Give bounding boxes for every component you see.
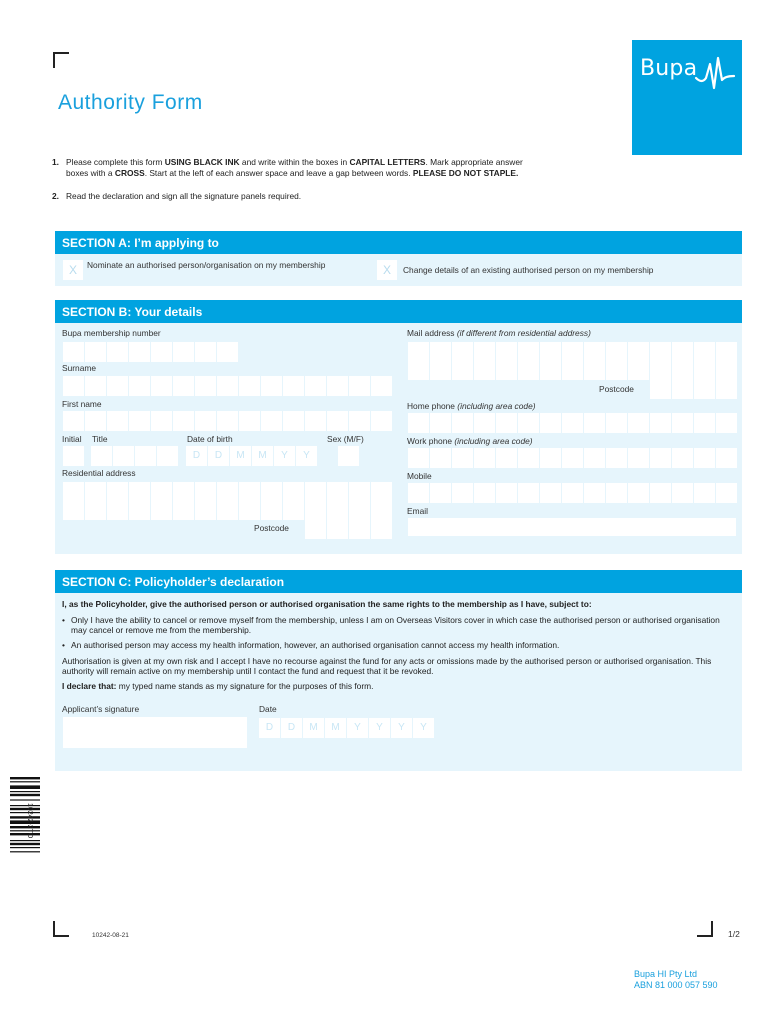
input-box[interactable] bbox=[474, 360, 495, 380]
page-title: Authority Form bbox=[58, 91, 203, 114]
input-box[interactable] bbox=[408, 360, 429, 380]
input-box[interactable] bbox=[129, 482, 150, 502]
input-box[interactable] bbox=[349, 519, 370, 539]
barcode-bar bbox=[10, 777, 40, 779]
input-box[interactable] bbox=[173, 376, 194, 396]
input-box[interactable] bbox=[628, 360, 649, 380]
work-phone-label: Work phone (including area code) bbox=[407, 436, 533, 446]
section-a-title: SECTION A: I’m applying to bbox=[62, 236, 219, 250]
input-box[interactable]: D bbox=[208, 446, 229, 466]
input-box[interactable] bbox=[239, 482, 260, 502]
mail-address-label: Mail address (if different from residential address) bbox=[407, 328, 591, 338]
input-box[interactable] bbox=[496, 342, 517, 362]
input-box[interactable] bbox=[91, 446, 112, 466]
input-box[interactable] bbox=[239, 500, 260, 520]
input-box[interactable] bbox=[371, 411, 392, 431]
barcode-bar bbox=[10, 851, 40, 852]
input-box[interactable] bbox=[151, 411, 172, 431]
company-name: Bupa HI Pty Ltd bbox=[634, 969, 698, 979]
input-box[interactable] bbox=[562, 448, 583, 468]
input-box[interactable] bbox=[305, 411, 326, 431]
company-abn: ABN 81 000 057 590 bbox=[634, 980, 718, 990]
barcode-bar bbox=[10, 805, 40, 806]
section-b-header bbox=[55, 300, 742, 323]
barcode-bar bbox=[10, 791, 40, 792]
input-box[interactable] bbox=[63, 411, 84, 431]
input-box[interactable] bbox=[672, 360, 693, 380]
input-box[interactable] bbox=[151, 342, 172, 362]
input-box[interactable] bbox=[157, 446, 178, 466]
input-box[interactable]: M bbox=[303, 718, 324, 738]
email-field[interactable] bbox=[408, 518, 736, 536]
input-box[interactable] bbox=[283, 500, 304, 520]
input-box[interactable] bbox=[261, 376, 282, 396]
input-box[interactable] bbox=[371, 500, 392, 520]
input-box[interactable]: Y bbox=[347, 718, 368, 738]
input-box[interactable] bbox=[694, 360, 715, 380]
input-box[interactable] bbox=[113, 446, 134, 466]
input-box[interactable] bbox=[129, 411, 150, 431]
input-box[interactable] bbox=[430, 342, 451, 362]
signature-date-field[interactable] bbox=[259, 718, 434, 738]
residential-address-line1[interactable] bbox=[63, 482, 392, 502]
input-box[interactable] bbox=[540, 342, 561, 362]
input-box[interactable] bbox=[195, 376, 216, 396]
input-box[interactable] bbox=[452, 342, 473, 362]
input-box[interactable] bbox=[349, 376, 370, 396]
barcode-bar bbox=[10, 830, 40, 831]
mobile-field[interactable] bbox=[408, 483, 737, 503]
input-box[interactable] bbox=[496, 483, 517, 503]
input-box[interactable] bbox=[349, 482, 370, 502]
input-box[interactable] bbox=[129, 342, 150, 362]
crop-mark-top-left bbox=[53, 52, 69, 68]
section-c-header bbox=[55, 570, 742, 593]
company-details bbox=[634, 969, 718, 991]
input-box[interactable] bbox=[430, 483, 451, 503]
postcode-left-field[interactable] bbox=[305, 519, 392, 539]
input-box[interactable] bbox=[371, 482, 392, 502]
input-box[interactable] bbox=[540, 483, 561, 503]
input-box[interactable] bbox=[562, 360, 583, 380]
input-box[interactable] bbox=[305, 500, 326, 520]
input-box[interactable] bbox=[63, 342, 84, 362]
surname-field[interactable] bbox=[63, 376, 392, 396]
input-box[interactable] bbox=[540, 360, 561, 380]
input-box[interactable] bbox=[349, 411, 370, 431]
input-box[interactable] bbox=[85, 500, 106, 520]
input-box[interactable] bbox=[606, 483, 627, 503]
input-box[interactable] bbox=[606, 413, 627, 433]
crop-mark-bottom-right bbox=[697, 921, 713, 937]
input-box[interactable] bbox=[452, 483, 473, 503]
surname-label: Surname bbox=[62, 363, 96, 373]
input-box[interactable] bbox=[173, 411, 194, 431]
input-box[interactable] bbox=[195, 411, 216, 431]
barcode-bar bbox=[10, 843, 40, 845]
postcode-right-field[interactable] bbox=[650, 379, 737, 399]
residential-address-label: Residential address bbox=[62, 468, 136, 478]
barcode-bar bbox=[10, 812, 40, 813]
input-box[interactable] bbox=[408, 342, 429, 362]
input-box[interactable] bbox=[474, 413, 495, 433]
section-c-title: SECTION C: Policyholder’s declaration bbox=[62, 575, 285, 589]
input-box[interactable] bbox=[239, 411, 260, 431]
input-box[interactable] bbox=[650, 413, 671, 433]
input-box[interactable] bbox=[584, 342, 605, 362]
title-label: Title bbox=[92, 434, 108, 444]
barcode-bar bbox=[10, 799, 40, 800]
input-box[interactable]: M bbox=[325, 718, 346, 738]
initial-field[interactable] bbox=[63, 446, 84, 466]
input-box[interactable] bbox=[85, 411, 106, 431]
input-box[interactable] bbox=[195, 500, 216, 520]
input-box[interactable] bbox=[305, 376, 326, 396]
input-box[interactable] bbox=[349, 500, 370, 520]
input-box[interactable] bbox=[327, 411, 348, 431]
input-box[interactable] bbox=[217, 411, 238, 431]
input-box[interactable] bbox=[408, 483, 429, 503]
barcode-bar bbox=[10, 794, 40, 796]
input-box[interactable] bbox=[305, 519, 326, 539]
input-box[interactable] bbox=[85, 342, 106, 362]
input-box[interactable] bbox=[151, 376, 172, 396]
input-box[interactable] bbox=[63, 482, 84, 502]
bupa-logo bbox=[632, 40, 742, 155]
input-box[interactable] bbox=[107, 342, 128, 362]
input-box[interactable]: D bbox=[281, 718, 302, 738]
option-nominate-checkbox[interactable]: X bbox=[63, 260, 83, 280]
barcode-number: 10242-2TO bbox=[26, 803, 33, 839]
dob-label: Date of birth bbox=[187, 434, 233, 444]
input-box[interactable] bbox=[217, 500, 238, 520]
mail-address-line1[interactable] bbox=[408, 342, 737, 362]
input-box[interactable] bbox=[430, 413, 451, 433]
instruction-text: Please complete this form USING BLACK INK and write within the boxes in CAPITAL LETTERS. Mark appropriate answer boxes with a CROSS. Start at the left of each answer space and leave a gap between words. PLEASE DO NOT STAPLE. bbox=[66, 157, 523, 178]
input-box[interactable] bbox=[195, 482, 216, 502]
input-box[interactable] bbox=[606, 342, 627, 362]
input-box[interactable] bbox=[716, 360, 737, 380]
declaration-intro: I, as the Policyholder, give the authorised person or authorised organisation the same rights to the membership as I have, subject to: bbox=[62, 599, 592, 609]
input-box[interactable] bbox=[716, 448, 737, 468]
input-box[interactable]: D bbox=[259, 718, 280, 738]
input-box[interactable] bbox=[518, 360, 539, 380]
input-box[interactable] bbox=[694, 379, 715, 399]
input-box[interactable]: Y bbox=[369, 718, 390, 738]
input-box[interactable] bbox=[305, 482, 326, 502]
input-box[interactable] bbox=[672, 342, 693, 362]
membership-number-label: Bupa membership number bbox=[62, 328, 161, 338]
postcode-left-label: Postcode bbox=[254, 523, 289, 533]
postcode-right-label: Postcode bbox=[599, 384, 634, 394]
input-box[interactable] bbox=[261, 482, 282, 502]
input-box[interactable] bbox=[518, 413, 539, 433]
input-box[interactable] bbox=[474, 342, 495, 362]
barcode-bar bbox=[10, 808, 40, 810]
input-box[interactable] bbox=[195, 342, 216, 362]
input-box[interactable] bbox=[338, 446, 359, 466]
input-box[interactable]: Y bbox=[391, 718, 412, 738]
input-box[interactable] bbox=[408, 448, 429, 468]
initial-label: Initial bbox=[62, 434, 82, 444]
instruction-number: 2. bbox=[52, 191, 59, 201]
input-box[interactable] bbox=[496, 360, 517, 380]
input-box[interactable] bbox=[474, 448, 495, 468]
input-box[interactable] bbox=[129, 500, 150, 520]
input-box[interactable] bbox=[716, 342, 737, 362]
logo-text: Bupa bbox=[640, 56, 698, 81]
declare-statement: I declare that: my typed name stands as my signature for the purposes of this form. bbox=[62, 681, 374, 691]
input-box[interactable] bbox=[584, 413, 605, 433]
input-box[interactable]: M bbox=[230, 446, 251, 466]
option-change-checkbox[interactable]: X bbox=[377, 260, 397, 280]
input-box[interactable] bbox=[173, 482, 194, 502]
input-box[interactable] bbox=[606, 448, 627, 468]
crop-mark-bottom-left bbox=[53, 921, 69, 937]
barcode-bar bbox=[10, 820, 40, 824]
input-box[interactable] bbox=[63, 446, 84, 466]
signature-label: Applicant’s signature bbox=[62, 704, 140, 714]
heartbeat-icon bbox=[694, 54, 736, 90]
input-box[interactable] bbox=[371, 519, 392, 539]
input-box[interactable] bbox=[540, 413, 561, 433]
input-box[interactable] bbox=[283, 411, 304, 431]
input-box[interactable] bbox=[430, 448, 451, 468]
email-label: Email bbox=[407, 506, 428, 516]
input-box[interactable] bbox=[107, 482, 128, 502]
input-box[interactable] bbox=[562, 342, 583, 362]
input-box[interactable]: Y bbox=[274, 446, 295, 466]
input-box[interactable]: M bbox=[252, 446, 273, 466]
input-box[interactable] bbox=[151, 482, 172, 502]
input-box[interactable] bbox=[606, 360, 627, 380]
input-box[interactable] bbox=[452, 360, 473, 380]
input-box[interactable] bbox=[628, 448, 649, 468]
input-box[interactable] bbox=[672, 448, 693, 468]
home-phone-label: Home phone (including area code) bbox=[407, 401, 536, 411]
input-box[interactable] bbox=[650, 448, 671, 468]
input-box[interactable] bbox=[85, 376, 106, 396]
section-b-panel bbox=[55, 323, 742, 554]
input-box[interactable] bbox=[694, 483, 715, 503]
input-box[interactable] bbox=[408, 413, 429, 433]
input-box[interactable] bbox=[496, 448, 517, 468]
input-box[interactable] bbox=[628, 342, 649, 362]
first-name-label: First name bbox=[62, 399, 102, 409]
input-box[interactable] bbox=[628, 483, 649, 503]
home-phone-field[interactable] bbox=[408, 413, 737, 433]
input-box[interactable] bbox=[217, 376, 238, 396]
input-box[interactable] bbox=[650, 360, 671, 380]
input-box[interactable] bbox=[327, 519, 348, 539]
barcode-bar bbox=[10, 847, 40, 848]
input-box[interactable] bbox=[584, 483, 605, 503]
input-box[interactable] bbox=[107, 411, 128, 431]
page-number: 1/2 bbox=[728, 929, 740, 939]
input-box[interactable] bbox=[327, 500, 348, 520]
input-box[interactable] bbox=[540, 448, 561, 468]
input-box[interactable] bbox=[63, 376, 84, 396]
input-box[interactable] bbox=[672, 413, 693, 433]
input-box[interactable] bbox=[650, 483, 671, 503]
input-box[interactable] bbox=[283, 376, 304, 396]
signature-field[interactable] bbox=[63, 717, 247, 748]
input-box[interactable] bbox=[628, 413, 649, 433]
input-box[interactable] bbox=[151, 500, 172, 520]
input-box[interactable] bbox=[672, 379, 693, 399]
section-a-header bbox=[55, 231, 742, 254]
input-box[interactable] bbox=[261, 500, 282, 520]
first-name-field[interactable] bbox=[63, 411, 392, 431]
input-box[interactable] bbox=[129, 376, 150, 396]
input-box[interactable]: D bbox=[186, 446, 207, 466]
sex-label: Sex (M/F) bbox=[327, 434, 364, 444]
instruction-text: Read the declaration and sign all the signature panels required. bbox=[66, 191, 302, 201]
mobile-label: Mobile bbox=[407, 471, 432, 481]
date-label: Date bbox=[259, 704, 277, 714]
input-box[interactable] bbox=[239, 376, 260, 396]
input-box[interactable] bbox=[107, 376, 128, 396]
input-box[interactable] bbox=[85, 482, 106, 502]
form-code: 10242-08-21 bbox=[92, 932, 129, 939]
input-box[interactable] bbox=[518, 483, 539, 503]
input-box[interactable] bbox=[107, 500, 128, 520]
authorisation-text: Authorisation is given at my own risk and I accept I have no recourse against the fund for any acts or omissions made by the authorised person or authorised organisation. This authority will remain active on my membership until I contact the fund and request that it be revoked. bbox=[62, 656, 712, 676]
input-box[interactable] bbox=[283, 482, 304, 502]
barcode-bar bbox=[10, 840, 40, 841]
membership-number-field[interactable] bbox=[63, 342, 238, 362]
input-box[interactable] bbox=[135, 446, 156, 466]
input-box[interactable] bbox=[694, 413, 715, 433]
mail-address-line2[interactable] bbox=[408, 360, 737, 380]
input-box[interactable] bbox=[327, 376, 348, 396]
barcode-bar bbox=[10, 781, 40, 782]
input-box[interactable] bbox=[217, 342, 238, 362]
section-b-title: SECTION B: Your details bbox=[62, 305, 203, 319]
input-box[interactable] bbox=[584, 360, 605, 380]
input-box[interactable] bbox=[694, 342, 715, 362]
input-box[interactable] bbox=[371, 376, 392, 396]
input-box[interactable] bbox=[716, 483, 737, 503]
input-box[interactable] bbox=[562, 483, 583, 503]
sex-field[interactable] bbox=[338, 446, 359, 466]
title-field[interactable] bbox=[91, 446, 178, 466]
input-box[interactable] bbox=[650, 379, 671, 399]
input-box[interactable] bbox=[562, 413, 583, 433]
work-phone-field[interactable] bbox=[408, 448, 737, 468]
input-box[interactable] bbox=[327, 482, 348, 502]
input-box[interactable] bbox=[63, 500, 84, 520]
input-box[interactable] bbox=[452, 448, 473, 468]
input-box[interactable] bbox=[261, 411, 282, 431]
input-box[interactable]: Y bbox=[296, 446, 317, 466]
input-box[interactable] bbox=[672, 483, 693, 503]
input-box[interactable] bbox=[694, 448, 715, 468]
input-box[interactable] bbox=[474, 483, 495, 503]
barcode-bar bbox=[10, 785, 40, 789]
input-box[interactable] bbox=[496, 413, 517, 433]
input-box[interactable] bbox=[173, 500, 194, 520]
input-box[interactable] bbox=[217, 482, 238, 502]
residential-address-line2[interactable] bbox=[63, 500, 392, 520]
input-box[interactable]: Y bbox=[413, 718, 434, 738]
option-nominate-label: Nominate an authorised person/organisation on my membership bbox=[87, 260, 326, 270]
barcode-bar bbox=[10, 816, 40, 818]
instruction-number: 1. bbox=[52, 157, 59, 167]
input-box[interactable] bbox=[430, 360, 451, 380]
input-box[interactable] bbox=[173, 342, 194, 362]
option-change-label: Change details of an existing authorised person on my membership bbox=[403, 265, 654, 275]
dob-field[interactable] bbox=[186, 446, 317, 466]
input-box[interactable] bbox=[452, 413, 473, 433]
barcode-bar bbox=[10, 826, 40, 828]
input-box[interactable] bbox=[584, 448, 605, 468]
input-box[interactable] bbox=[650, 342, 671, 362]
input-box[interactable] bbox=[716, 379, 737, 399]
barcode-image bbox=[10, 777, 40, 876]
input-box[interactable] bbox=[716, 413, 737, 433]
section-a-panel bbox=[55, 254, 742, 286]
barcode-bar bbox=[10, 833, 40, 835]
input-box[interactable] bbox=[518, 342, 539, 362]
input-box[interactable] bbox=[518, 448, 539, 468]
